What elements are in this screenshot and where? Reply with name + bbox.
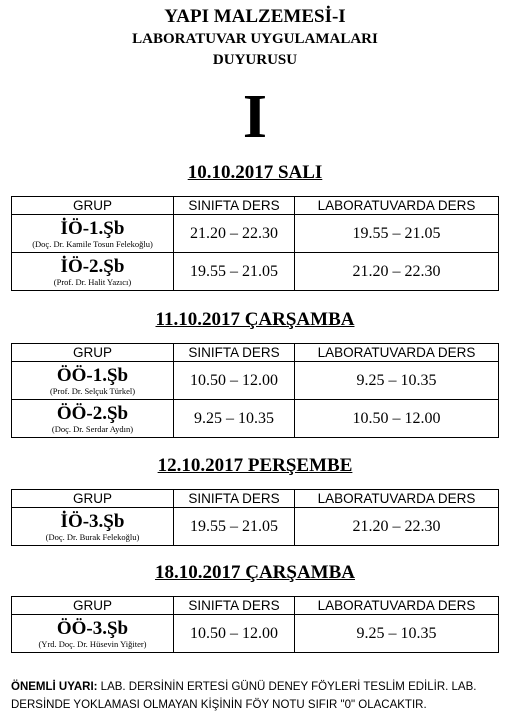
group-name: ÖÖ-3.Şb bbox=[56, 618, 129, 639]
class-column-header: SINIFTA DERS bbox=[174, 344, 295, 362]
table-row bbox=[12, 362, 499, 400]
class-time: 19.55 – 21.05 bbox=[174, 253, 295, 291]
lab-time: 10.50 – 12.00 bbox=[295, 400, 499, 438]
instructor-name: (Prof. Dr. Selçuk Türkel) bbox=[49, 386, 136, 396]
instructor-name: (Prof. Dr. Halit Yazıcı) bbox=[53, 277, 132, 287]
announcement-heading: DUYURUSU bbox=[212, 52, 298, 68]
table-row bbox=[12, 508, 499, 546]
table-row bbox=[12, 615, 499, 653]
lab-time: 21.20 – 22.30 bbox=[295, 508, 499, 546]
group-column-header: GRUP bbox=[12, 597, 174, 615]
table-row bbox=[12, 400, 499, 438]
group-name: İÖ-2.Şb bbox=[60, 256, 125, 277]
day-title: 10.10.2017 SALI bbox=[187, 162, 323, 183]
group-column-header: GRUP bbox=[12, 344, 174, 362]
group-cell bbox=[12, 400, 174, 438]
group-cell bbox=[12, 253, 174, 291]
group-cell bbox=[12, 362, 174, 400]
instructor-name: (Doç. Dr. Burak Felekoğlu) bbox=[45, 532, 140, 542]
class-time: 10.50 – 12.00 bbox=[174, 615, 295, 653]
instructor-name: (Yrd. Doç. Dr. Hüsevin Yiğiter) bbox=[38, 639, 147, 649]
day-title: 11.10.2017 ÇARŞAMBA bbox=[155, 309, 355, 330]
group-name: ÖÖ-2.Şb bbox=[56, 403, 129, 424]
lab-column-header: LABORATUVARDA DERS bbox=[295, 597, 499, 615]
group-column-header: GRUP bbox=[12, 197, 174, 215]
schedule-table bbox=[11, 343, 499, 438]
class-time: 10.50 – 12.00 bbox=[174, 362, 295, 400]
instructor-name: (Doç. Dr. Serdar Aydın) bbox=[51, 424, 134, 434]
lab-column-header: LABORATUVARDA DERS bbox=[295, 490, 499, 508]
schedule-table bbox=[11, 489, 499, 546]
table-row bbox=[12, 215, 499, 253]
day-title: 18.10.2017 ÇARŞAMBA bbox=[154, 562, 356, 583]
lab-time: 9.25 – 10.35 bbox=[295, 362, 499, 400]
warning-text: LAB. DERSİNİN ERTESİ GÜNÜ DENEY FÖYLERİ TESLİM EDİLİR. LAB. DERSİNDE YOKLAMASI OLMAYAN KİŞİNİN FÖY NOTU SIFIR "0" OLACAKTIR. bbox=[11, 681, 477, 711]
important-warning bbox=[11, 678, 501, 714]
group-cell bbox=[12, 615, 174, 653]
lab-time: 21.20 – 22.30 bbox=[295, 253, 499, 291]
class-time: 9.25 – 10.35 bbox=[174, 400, 295, 438]
warning-label: ÖNEMLİ UYARI: bbox=[11, 681, 98, 693]
table-header-row bbox=[12, 197, 499, 215]
group-cell bbox=[12, 215, 174, 253]
table-row bbox=[12, 253, 499, 291]
instructor-name: (Doç. Dr. Kamile Tosun Felekoğlu) bbox=[32, 239, 153, 249]
schedule-table bbox=[11, 596, 499, 653]
lab-time: 19.55 – 21.05 bbox=[295, 215, 499, 253]
table-header-row bbox=[12, 344, 499, 362]
schedule-table bbox=[11, 196, 499, 291]
class-column-header: SINIFTA DERS bbox=[174, 490, 295, 508]
lab-subtitle: LABORATUVAR UYGULAMALARI bbox=[132, 31, 378, 47]
group-name: İÖ-3.Şb bbox=[60, 511, 125, 532]
lab-column-header: LABORATUVARDA DERS bbox=[295, 344, 499, 362]
lab-time: 9.25 – 10.35 bbox=[295, 615, 499, 653]
group-column-header: GRUP bbox=[12, 490, 174, 508]
class-column-header: SINIFTA DERS bbox=[174, 197, 295, 215]
roman-numeral: I bbox=[242, 83, 268, 151]
day-title: 12.10.2017 PERŞEMBE bbox=[157, 455, 353, 476]
group-name: ÖÖ-1.Şb bbox=[56, 365, 129, 386]
course-title: YAPI MALZEMESİ-I bbox=[164, 6, 346, 27]
lab-column-header: LABORATUVARDA DERS bbox=[295, 197, 499, 215]
class-time: 21.20 – 22.30 bbox=[174, 215, 295, 253]
table-header-row bbox=[12, 597, 499, 615]
group-cell bbox=[12, 508, 174, 546]
class-time: 19.55 – 21.05 bbox=[174, 508, 295, 546]
class-column-header: SINIFTA DERS bbox=[174, 597, 295, 615]
table-header-row bbox=[12, 490, 499, 508]
group-name: İÖ-1.Şb bbox=[60, 218, 125, 239]
